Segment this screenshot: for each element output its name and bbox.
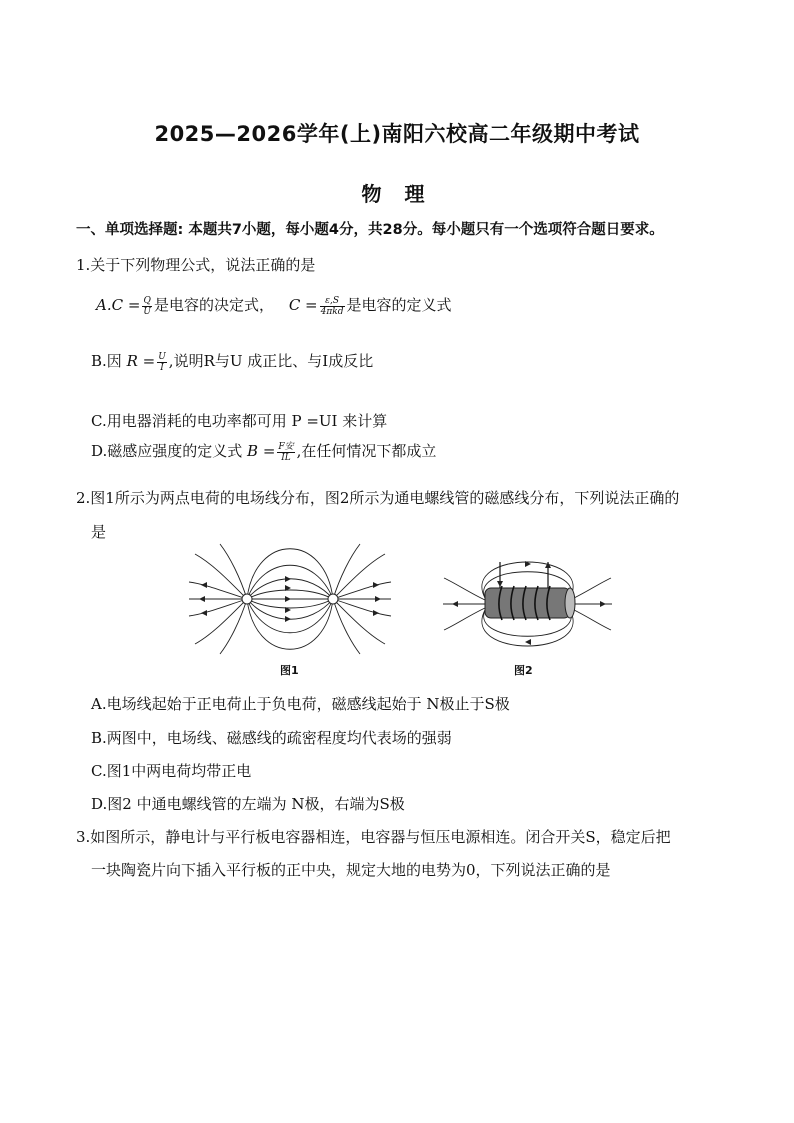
q2-stem-line1: 2.图1所示为两点电荷的电场线分布，图2所示为通电螺线管的磁感线分布，下列说法正确的 — [76, 489, 680, 507]
q1a-fraction-2 — [320, 296, 345, 317]
q1a-f1-num: Q — [143, 295, 151, 306]
figure-2 — [440, 548, 615, 660]
q1a-f2-den: 4πkd — [320, 306, 344, 317]
q1d-den: IL — [281, 452, 291, 463]
q2-stem-line2: 是 — [91, 523, 107, 541]
charge-right — [328, 594, 338, 604]
q1a-prefix: A.C = — [96, 296, 141, 314]
q1b-prefix: B.因 — [91, 352, 127, 370]
q1a-fraction-1 — [142, 296, 152, 317]
q3-stem-line2: 一块陶瓷片向下插入平行板的正中央，规定大地的电势为0，下列说法正确的是 — [91, 861, 611, 879]
q1-option-d — [91, 440, 436, 463]
q1d-end: ,在任何情况下都成立 — [296, 442, 437, 460]
q1b-r: R = — [126, 352, 156, 370]
q1d-b: B = — [247, 442, 276, 460]
subject-title: 物 理 — [361, 182, 433, 206]
q1d-prefix: D.磁感应强度的定义式 — [91, 442, 248, 460]
q1-option-b — [91, 350, 373, 373]
figure-2-caption: 图2 — [514, 664, 533, 677]
q1b-den: I — [160, 362, 164, 373]
q3-stem-line1: 3.如图所示，静电计与平行板电容器相连，电容器与恒压电源相连。闭合开关S，稳定后把 — [76, 828, 671, 846]
solenoid-field-diagram — [440, 548, 615, 660]
figure-1-caption: 图1 — [280, 664, 299, 677]
q1-stem: 1.关于下列物理公式，说法正确的是 — [76, 256, 316, 274]
q1d-fraction — [277, 442, 294, 463]
q1b-num: U — [158, 351, 166, 362]
electric-field-diagram — [185, 542, 395, 662]
q2-option-d: D.图2 中通电螺线管的左端为 N极，右端为S极 — [91, 795, 405, 813]
q2-option-a: A.电场线起始于正电荷止于负电荷，磁感线起始于 N极止于S极 — [91, 695, 510, 713]
q1-option-c: C.用电器消耗的电功率都可用 P =UI 来计算 — [91, 412, 388, 430]
solenoid-body — [485, 588, 570, 618]
exam-title: 2025—2026学年(上)南阳六校高二年级期中考试 — [154, 122, 640, 146]
q1a-mid: 是电容的决定式， — [154, 296, 275, 314]
q1a-c: C = — [288, 296, 318, 314]
q1a-f2-num: ε,S — [320, 296, 345, 307]
q1b-fraction — [157, 352, 167, 373]
figure-1 — [185, 542, 395, 662]
q2-option-b: B.两图中，电场线、磁感线的疏密程度均代表场的强弱 — [91, 729, 452, 747]
charge-left — [242, 594, 252, 604]
q2-option-c: C.图1中两电荷均带正电 — [91, 762, 252, 780]
section-heading: 一、单项选择题: 本题共7小题，每小题4分，共28分。每小题只有一个选项符合题日要求。 — [76, 222, 664, 238]
q1a-end: 是电容的定义式 — [346, 296, 452, 314]
q1d-num: F安 — [278, 441, 294, 452]
q1a-f1-den: U — [143, 306, 152, 317]
q1-option-a — [96, 294, 452, 317]
q1b-end: ,说明R与U 成正比、与I成反比 — [168, 352, 374, 370]
